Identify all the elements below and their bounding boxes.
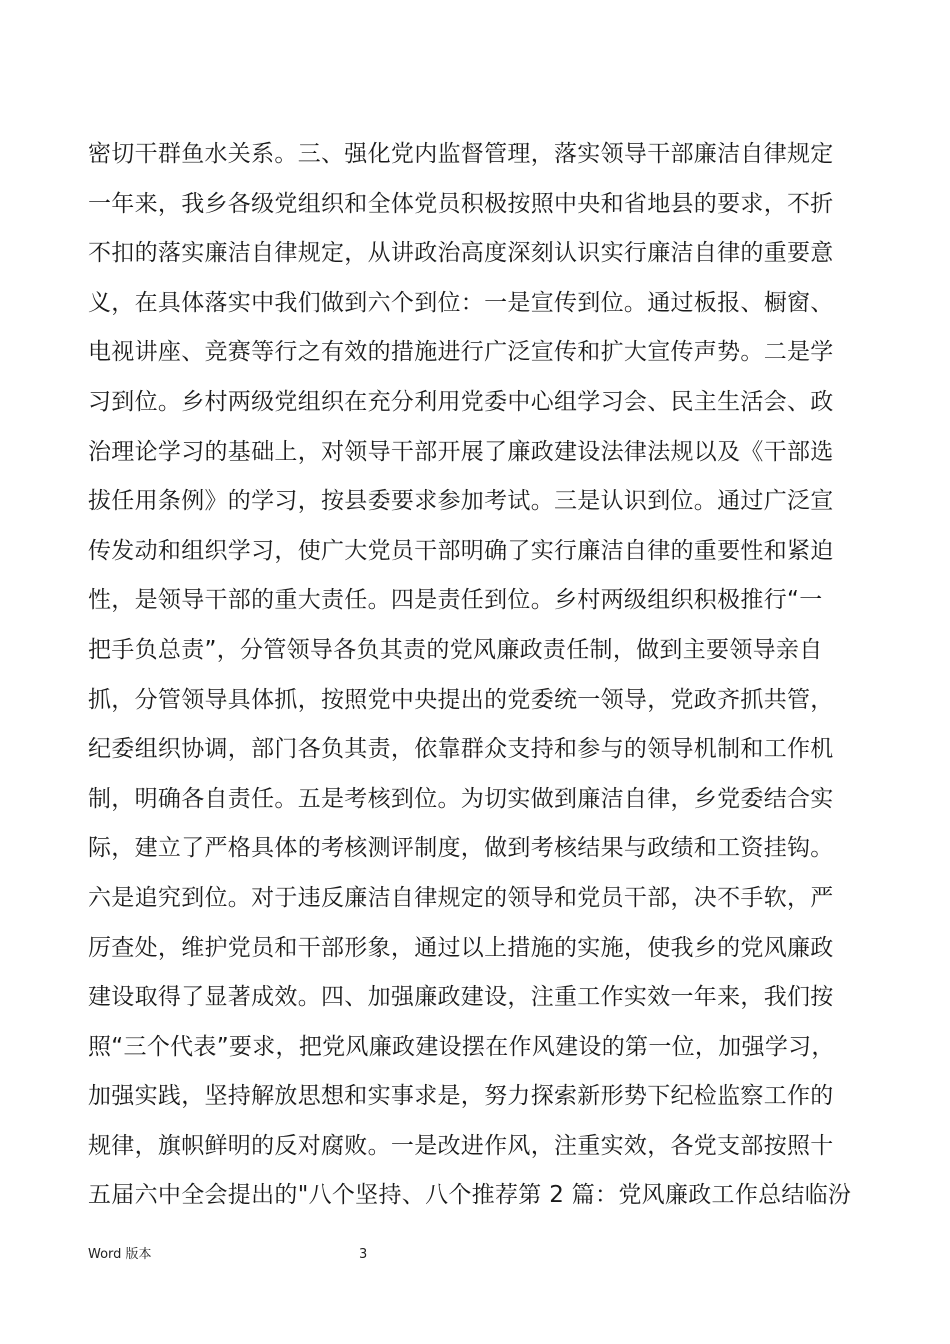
text-line: 不扣的落实廉洁自律规定，从讲政治高度深刻认识实行廉洁自律的重要意 [88,240,834,267]
text-line: 性，是领导干部的重大责任。四是责任到位。乡村两级组织积极推行“一 [88,587,823,614]
footer-page-number: 3 [359,1247,368,1262]
body-text [88,130,878,1221]
text-line: 拔任用条例》的学习，按县委要求参加考试。三是认识到位。通过广泛宣 [88,488,834,515]
text-line: 一年来，我乡各级党组织和全体党员积极按照中央和省地县的要求，不折 [88,190,834,217]
text-line: 义，在具体落实中我们做到六个到位：一是宣传到位。通过板报、橱窗、 [88,289,834,316]
text-line: 密切干群鱼水关系。三、强化党内监督管理，落实领导干部廉洁自律规定 [88,141,834,167]
text-line: 治理论学习的基础上，对领导干部开展了廉政建设法律法规以及《干部选 [88,438,834,465]
text-line: 制，明确各自责任。五是考核到位。为切实做到廉洁自律，乡党委结合实 [88,785,834,812]
text-line: 抓，分管领导具体抓，按照党中央提出的党委统一领导，党政齐抓共管， [88,686,834,713]
text-line: 电视讲座、竞赛等行之有效的措施进行广泛宣传和扩大宣传声势。二是学 [88,339,834,366]
text-line: 厉查处，维护党员和干部形象，通过以上措施的实施，使我乡的党风廉政 [88,934,834,961]
text-line: 五届六中全会提出的"八个坚持、八个推荐第 2 篇：党风廉政工作总结临汾 [88,1182,852,1209]
text-line: 把手负总责”，分管领导各负其责的党风廉政责任制，做到主要领导亲自 [88,636,823,663]
text-line: 建设取得了显著成效。四、加强廉政建设，注重工作实效一年来，我们按 [88,984,834,1011]
text-line: 六是追究到位。对于违反廉洁自律规定的领导和党员干部，决不手软，严 [88,884,834,911]
text-line: 照“三个代表”要求，把党风廉政建设摆在作风建设的第一位，加强学习， [88,1033,835,1060]
text-line: 传发动和组织学习，使广大党员干部明确了实行廉洁自律的重要性和紧迫 [88,537,834,564]
footer-version-label: Word 版本 [88,1247,152,1262]
text-line: 纪委组织协调，部门各负其责，依靠群众支持和参与的领导机制和工作机 [88,736,834,763]
text-line: 规律，旗帜鲜明的反对腐败。一是改进作风，注重实效，各党支部按照十 [88,1132,834,1159]
text-line: 加强实践，坚持解放思想和实事求是，努力探索新形势下纪检监察工作的 [88,1083,834,1110]
text-line: 际，建立了严格具体的考核测评制度，做到考核结果与政绩和工资挂钩。 [88,835,834,862]
text-line: 习到位。乡村两级党组织在充分利用党委中心组学习会、民主生活会、政 [88,388,834,415]
